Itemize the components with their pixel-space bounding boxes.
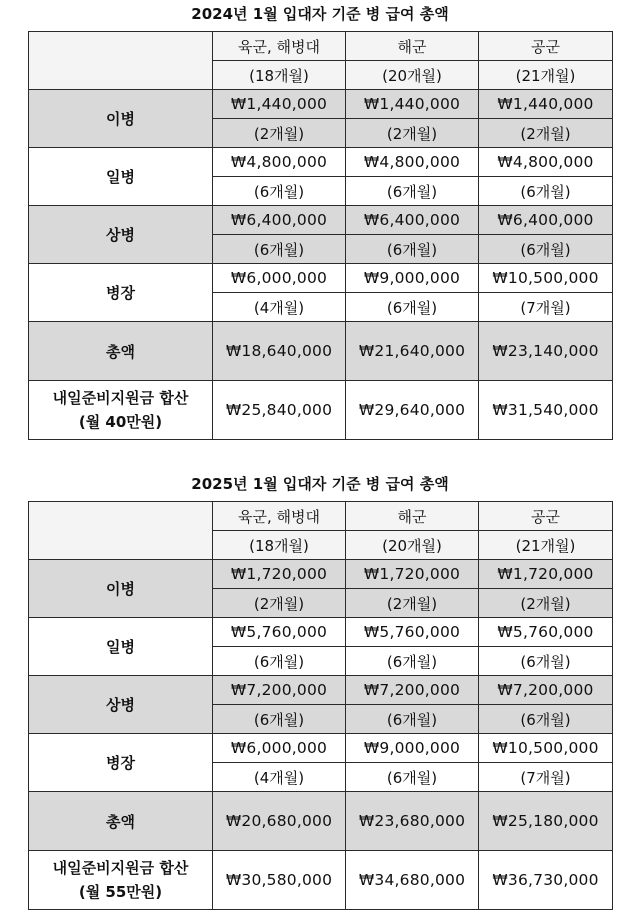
combined-label [29, 851, 213, 910]
column-header-army: 육군, 해병대 [213, 502, 346, 531]
pay-months: (6개월) [346, 647, 479, 676]
pay-months: (6개월) [479, 177, 613, 206]
column-header-airforce: 공군 [479, 32, 613, 61]
pay-value: ₩7,200,000 [213, 676, 346, 705]
pay-months: (2개월) [213, 119, 346, 148]
pay-value: ₩6,400,000 [213, 206, 346, 235]
total-label: 총액 [29, 792, 213, 851]
rank-label-private: 이병 [29, 560, 213, 618]
pay-value: ₩5,760,000 [213, 618, 346, 647]
rank-label-corporal: 상병 [29, 206, 213, 264]
pay-months: (6개월) [346, 705, 479, 734]
pay-months: (6개월) [346, 177, 479, 206]
pay-value: ₩1,440,000 [213, 90, 346, 119]
pay-months: (6개월) [213, 235, 346, 264]
pay-value: ₩10,500,000 [479, 734, 613, 763]
combined-label-line1: 내일준비지원금 합산 [52, 389, 189, 407]
total-value: ₩23,680,000 [346, 792, 479, 851]
pay-months: (6개월) [346, 763, 479, 792]
pay-months: (2개월) [213, 589, 346, 618]
combined-label [29, 381, 213, 440]
pay-months: (4개월) [213, 763, 346, 792]
pay-value: ₩1,440,000 [346, 90, 479, 119]
pay-value: ₩6,000,000 [213, 264, 346, 293]
total-value: ₩25,180,000 [479, 792, 613, 851]
pay-value: ₩7,200,000 [346, 676, 479, 705]
pay-value: ₩1,720,000 [479, 560, 613, 589]
pay-months: (6개월) [479, 705, 613, 734]
column-months-airforce: (21개월) [479, 531, 613, 560]
rank-label-pfc: 일병 [29, 618, 213, 676]
salary-table-2024 [28, 31, 613, 440]
rank-label-pfc: 일병 [29, 148, 213, 206]
column-months-army: (18개월) [213, 531, 346, 560]
pay-months: (7개월) [479, 293, 613, 322]
pay-months: (6개월) [346, 293, 479, 322]
combined-label-line2: (월 55만원) [78, 883, 163, 901]
combined-value: ₩30,580,000 [213, 851, 346, 910]
column-months-army: (18개월) [213, 61, 346, 90]
rank-label-sergeant: 병장 [29, 264, 213, 322]
pay-value: ₩6,000,000 [213, 734, 346, 763]
pay-months: (6개월) [213, 705, 346, 734]
pay-value: ₩4,800,000 [479, 148, 613, 177]
pay-months: (6개월) [479, 235, 613, 264]
combined-label-line1: 내일준비지원금 합산 [52, 859, 189, 877]
pay-value: ₩5,760,000 [479, 618, 613, 647]
pay-value: ₩6,400,000 [479, 206, 613, 235]
rank-label-corporal: 상병 [29, 676, 213, 734]
pay-months: (6개월) [346, 235, 479, 264]
pay-months: (2개월) [346, 119, 479, 148]
pay-value: ₩9,000,000 [346, 734, 479, 763]
pay-months: (2개월) [346, 589, 479, 618]
header-corner-cell [29, 502, 213, 560]
pay-value: ₩1,440,000 [479, 90, 613, 119]
total-value: ₩20,680,000 [213, 792, 346, 851]
pay-months: (6개월) [479, 647, 613, 676]
header-corner-cell [29, 32, 213, 90]
total-value: ₩23,140,000 [479, 322, 613, 381]
salary-table-2025 [28, 501, 613, 910]
pay-months: (6개월) [213, 177, 346, 206]
pay-value: ₩10,500,000 [479, 264, 613, 293]
column-header-airforce: 공군 [479, 502, 613, 531]
table-2025-title: 2025년 1월 입대자 기준 병 급여 총액 [191, 475, 449, 493]
column-header-navy: 해군 [346, 32, 479, 61]
pay-value: ₩7,200,000 [479, 676, 613, 705]
total-label: 총액 [29, 322, 213, 381]
rank-label-private: 이병 [29, 90, 213, 148]
combined-value: ₩36,730,000 [479, 851, 613, 910]
combined-value: ₩29,640,000 [346, 381, 479, 440]
pay-months: (2개월) [479, 119, 613, 148]
column-months-airforce: (21개월) [479, 61, 613, 90]
combined-value: ₩25,840,000 [213, 381, 346, 440]
pay-value: ₩4,800,000 [346, 148, 479, 177]
pay-months: (7개월) [479, 763, 613, 792]
pay-value: ₩4,800,000 [213, 148, 346, 177]
combined-value: ₩34,680,000 [346, 851, 479, 910]
total-value: ₩21,640,000 [346, 322, 479, 381]
pay-value: ₩6,400,000 [346, 206, 479, 235]
column-header-navy: 해군 [346, 502, 479, 531]
table-2024-title: 2024년 1월 입대자 기준 병 급여 총액 [191, 5, 449, 23]
pay-value: ₩1,720,000 [213, 560, 346, 589]
column-header-army: 육군, 해병대 [213, 32, 346, 61]
pay-months: (4개월) [213, 293, 346, 322]
combined-label-line2: (월 40만원) [78, 413, 163, 431]
pay-value: ₩9,000,000 [346, 264, 479, 293]
pay-months: (6개월) [213, 647, 346, 676]
total-value: ₩18,640,000 [213, 322, 346, 381]
rank-label-sergeant: 병장 [29, 734, 213, 792]
combined-value: ₩31,540,000 [479, 381, 613, 440]
pay-months: (2개월) [479, 589, 613, 618]
column-months-navy: (20개월) [346, 61, 479, 90]
column-months-navy: (20개월) [346, 531, 479, 560]
pay-value: ₩1,720,000 [346, 560, 479, 589]
pay-value: ₩5,760,000 [346, 618, 479, 647]
